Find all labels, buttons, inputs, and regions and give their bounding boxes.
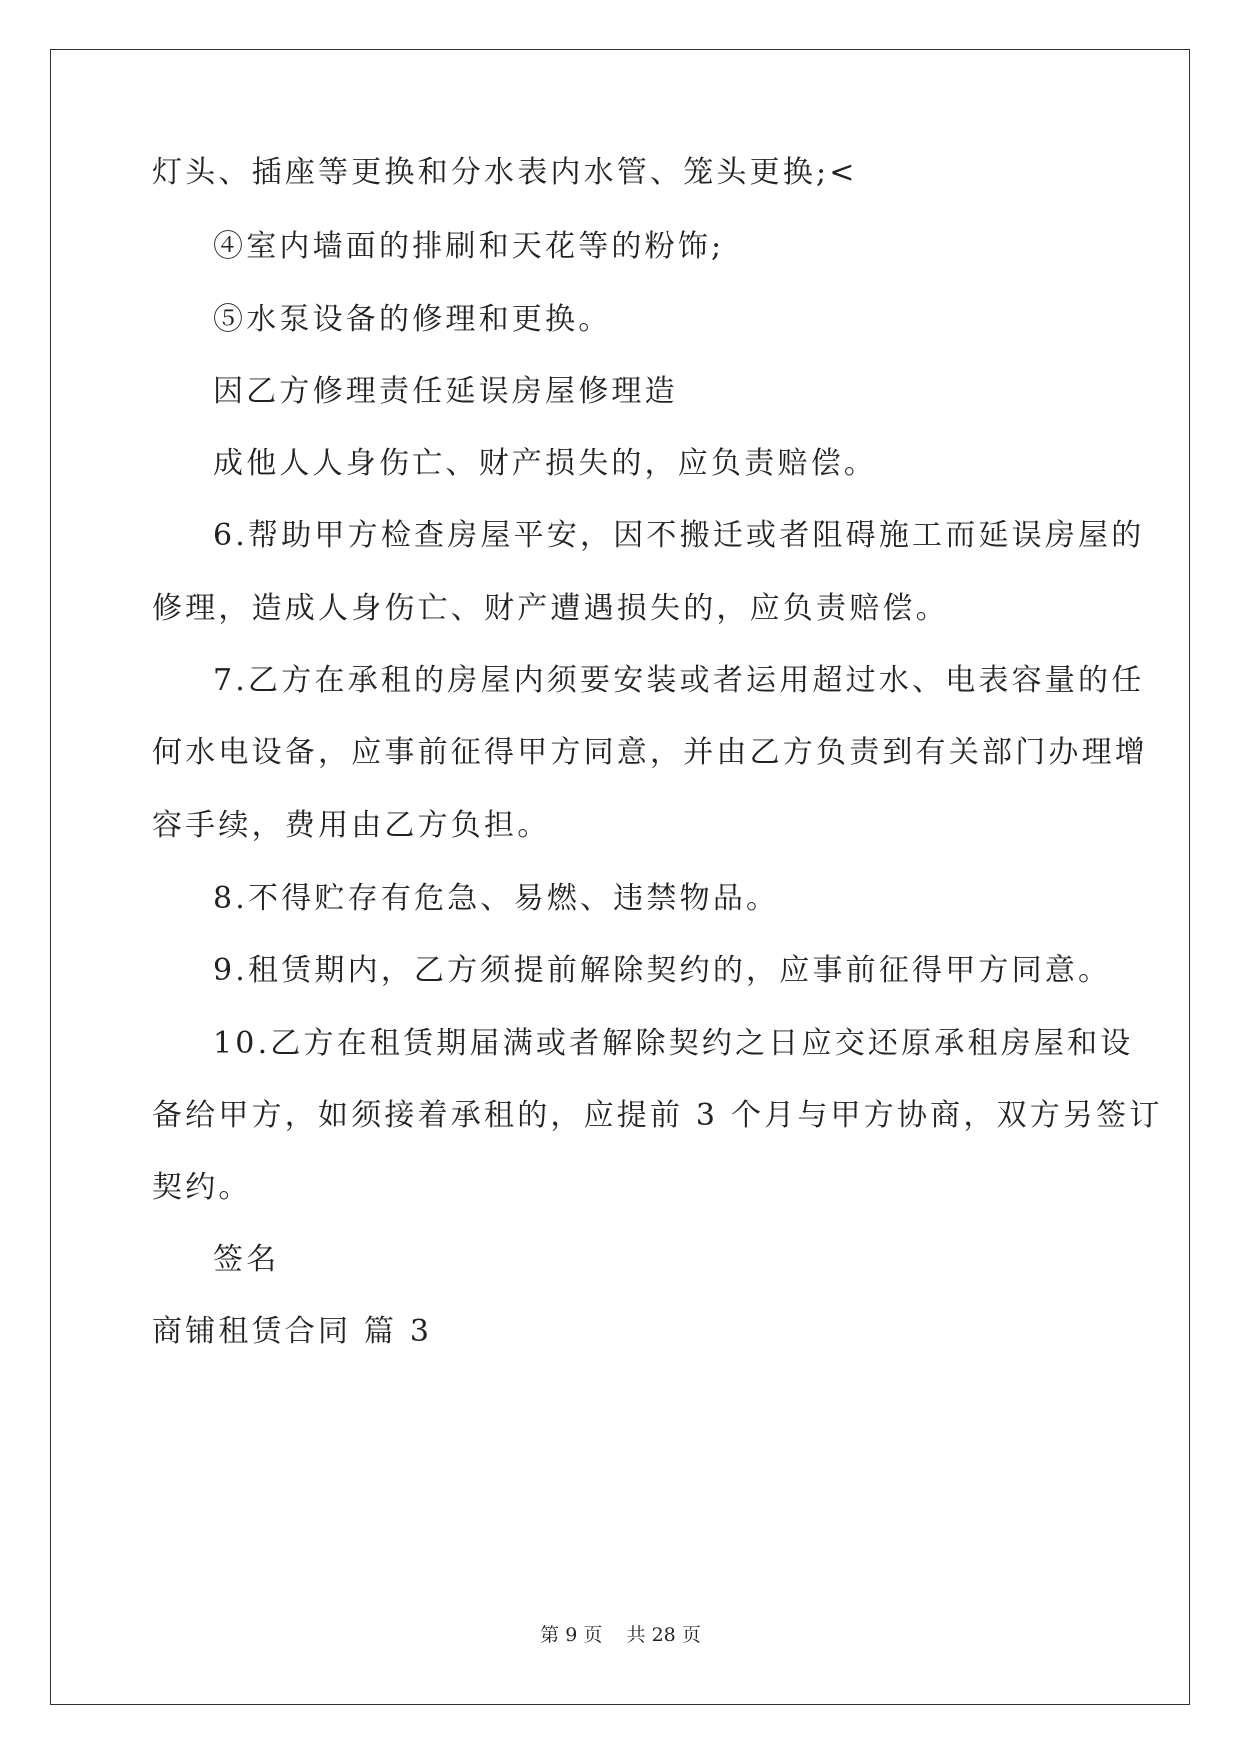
page-footer [0, 1623, 1241, 1647]
footer-page-number: 9 [565, 1624, 578, 1646]
text-line: ④室内墙面的排刷和天花等的粉饰; [213, 229, 725, 264]
text-line: 契约。 [152, 1170, 252, 1205]
text-line: 灯头、插座等更换和分水表内水管、笼头更换;< [152, 155, 858, 190]
footer-prefix: 第 [540, 1624, 560, 1646]
footer-total-suffix: 页 [681, 1624, 701, 1646]
footer-page-suffix: 页 [583, 1624, 603, 1646]
text-line: 何水电设备，应事前征得甲方同意，并由乙方负责到有关部门办理增 [152, 735, 1148, 770]
footer-total-prefix: 共 [626, 1624, 646, 1646]
footer-total-pages: 28 [651, 1624, 676, 1646]
text-line: ⑤水泵设备的修理和更换。 [213, 302, 612, 337]
text-line: 9.租赁期内，乙方须提前解除契约的，应事前征得甲方同意。 [213, 953, 1112, 988]
section-heading: 商铺租赁合同 篇 3 [152, 1314, 433, 1349]
page-border [50, 49, 1190, 1705]
text-line: 10.乙方在租赁期届满或者解除契约之日应交还原承租房屋和设 [213, 1026, 1134, 1061]
text-line: 成他人人身伤亡、财产损失的，应负责赔偿。 [213, 446, 877, 481]
text-line: 容手续，费用由乙方负担。 [152, 808, 551, 843]
text-line: 8.不得贮存有危急、易燃、违禁物品。 [213, 881, 780, 916]
text-line: 签名 [213, 1242, 280, 1277]
text-line: 6.帮助甲方检查房屋平安，因不搬迁或者阻碍施工而延误房屋的 [213, 518, 1145, 553]
text-line: 备给甲方，如须接着承租的，应提前 3 个月与甲方协商，双方另签订 [152, 1098, 1163, 1133]
text-line: 因乙方修理责任延误房屋修理造 [213, 374, 678, 409]
text-line: 修理，造成人身伤亡、财产遭遇损失的，应负责赔偿。 [152, 591, 949, 626]
text-line: 7.乙方在承租的房屋内须要安装或者运用超过水、电表容量的任 [213, 663, 1145, 698]
